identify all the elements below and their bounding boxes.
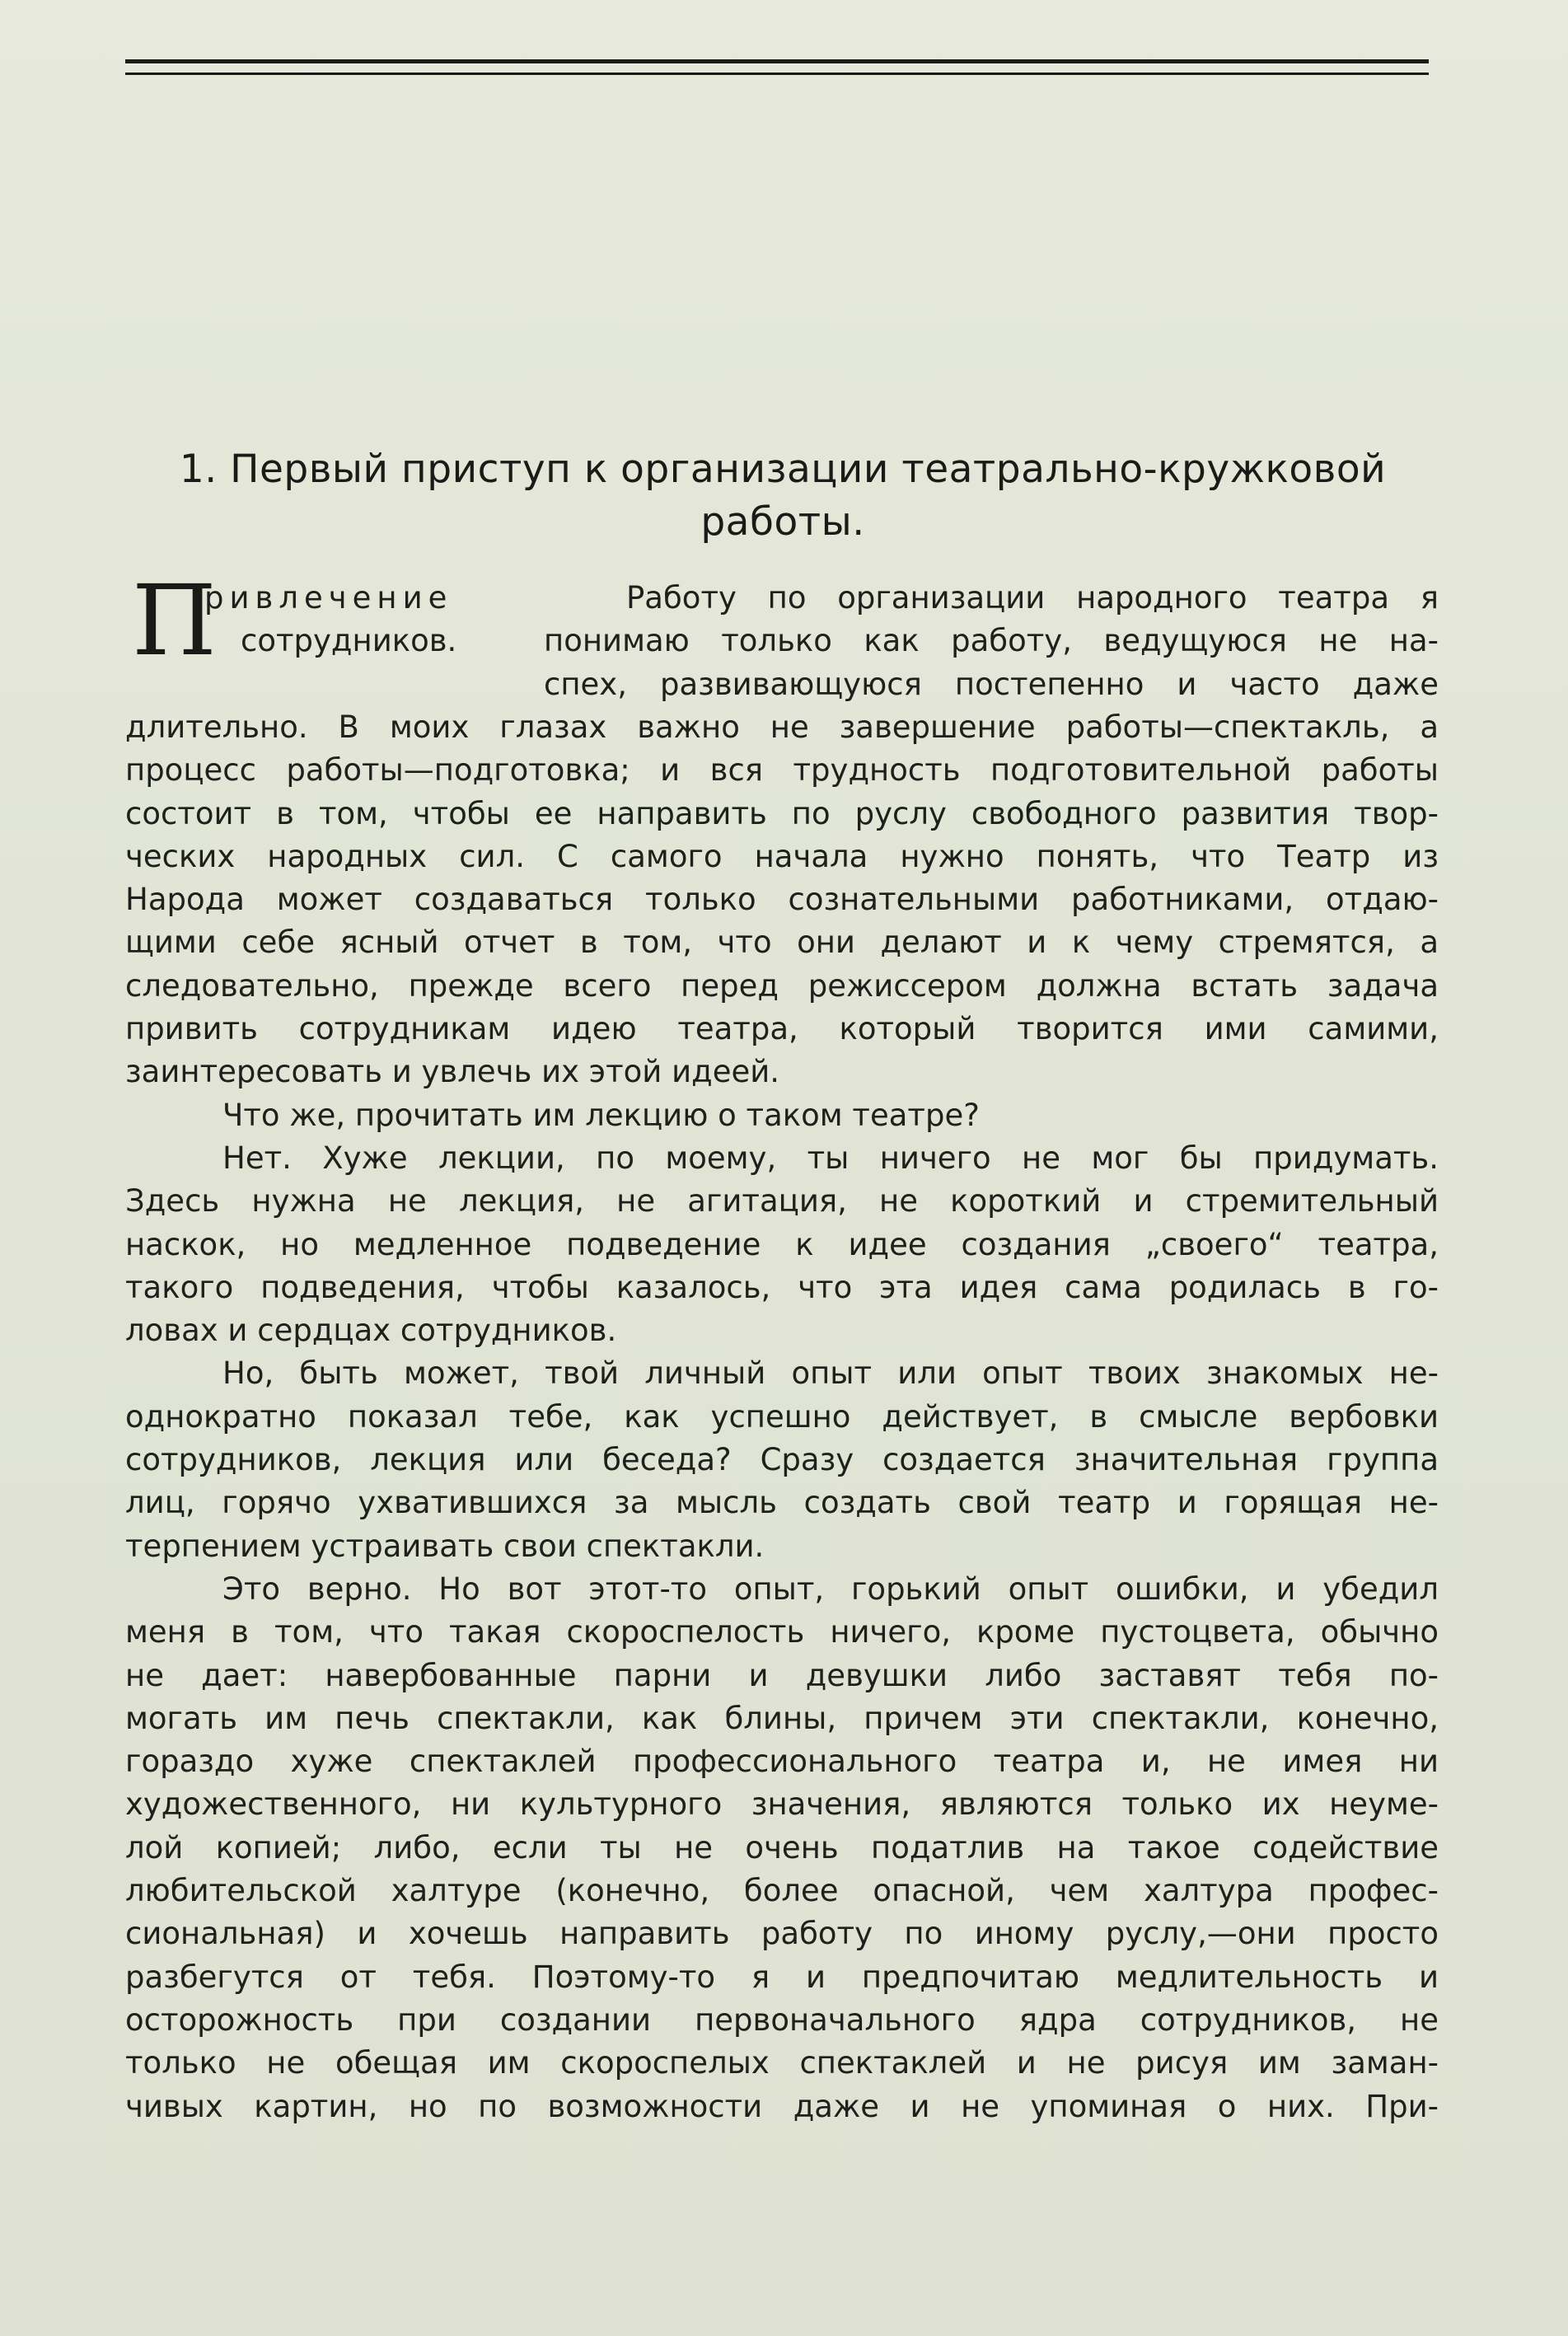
text-line: гораздо хуже спектаклей профессионального театра и, не имея ни (125, 1744, 1439, 1780)
paragraph-3 (125, 1137, 1439, 1352)
paragraph-5 (125, 1568, 1439, 2128)
text-line: чивых картин, но по возможности даже и не упоминая о них. При- (125, 2088, 1439, 2124)
text-line: щими себе ясный отчет в том, что они делают и к чему стремятся, а (125, 925, 1439, 961)
text-line: ческих народных сил. С самого начала нужно понять, что Театр из (125, 838, 1439, 874)
text-line: Работу по организации народного театра я (626, 580, 1439, 616)
text-line: ловах и сердцах сотрудников. (125, 1313, 617, 1349)
text-line: спех, развивающуюся постепенно и часто даже (544, 666, 1439, 702)
side-heading (204, 577, 517, 663)
opening-block (125, 564, 1439, 706)
header-rule-thick (125, 59, 1429, 63)
side-heading-line-1: ривлечение (204, 580, 453, 616)
text-line: осторожность при создании первоначального ядра сотрудников, не (125, 2001, 1439, 2038)
text-line: Но, быть может, твой личный опыт или опыт твоих знакомых не- (222, 1355, 1439, 1392)
text-line: такого подведения, чтобы казалось, что эта идея сама родилась в го- (125, 1269, 1439, 1305)
text-line: терпением устраивать свои спектакли. (125, 1528, 765, 1564)
chapter-title-line-2: работы. (700, 499, 865, 545)
text-line: сиональная) и хочешь направить работу по иному руслу,—они просто (125, 1916, 1439, 1952)
text-line: Это верно. Но вот этот-то опыт, горький опыт ошибки, и убедил (222, 1571, 1439, 1607)
chapter-title (115, 443, 1450, 549)
text-line: сотрудников, лекция или беседа? Сразу создается значительная группа (125, 1442, 1439, 1478)
paragraph-1 (125, 706, 1439, 1094)
text-line: разбегутся от тебя. Поэтому-то я и предпочитаю медлительность и (125, 1959, 1439, 1995)
text-line: меня в том, что такая скороспелость ничего, кроме пустоцвета, обычно (125, 1614, 1439, 1650)
text-line: Народа может создаваться только сознательными работниками, отдаю- (125, 882, 1439, 918)
text-line: художественного, ни культурного значения, являются только их неуме- (125, 1786, 1439, 1823)
text-line: Здесь нужна не лекция, не агитация, не короткий и стремительный (125, 1183, 1439, 1219)
text-line: лиц, горячо ухватившихся за мысль создать свой театр и горящая не- (125, 1485, 1439, 1521)
paragraph-2 (125, 1094, 1439, 1137)
header-rule-thin (125, 73, 1429, 75)
text-line: состоит в том, чтобы ее направить по руслу свободного развития твор- (125, 795, 1439, 831)
text-line: понимаю только как работу, ведущуюся не на- (544, 623, 1439, 659)
text-line: привить сотрудникам идею театра, который творится ими самими, (125, 1011, 1439, 1047)
text-line: однократно показал тебе, как успешно действует, в смысле вербовки (125, 1398, 1439, 1435)
text-line: любительской халтуре (конечно, более опасной, чем халтура профес- (125, 1873, 1439, 1909)
drop-cap: П (132, 564, 217, 677)
text-line: только не обещая им скороспелых спектаклей и не рисуя им заман- (125, 2045, 1439, 2081)
opening-text (544, 577, 1439, 706)
text-line: могать им печь спектакли, как блины, причем эти спектакли, конечно, (125, 1700, 1439, 1736)
side-heading-line-2: сотрудников. (241, 623, 457, 659)
chapter-title-line-1: 1. Первый приступ к организации театрально-кружковой (179, 447, 1387, 492)
body-text (125, 564, 1439, 2128)
text-line: процесс работы—подготовка; и вся трудность подготовительной работы (125, 752, 1439, 789)
paragraph-4 (125, 1352, 1439, 1567)
text-line: Что же, прочитать им лекцию о таком театре? (222, 1097, 980, 1133)
text-line: лой копией; либо, если ты не очень податлив на такое содействие (125, 1829, 1439, 1866)
text-line: длительно. В моих глазах важно не завершение работы—спектакль, а (125, 709, 1439, 745)
text-line: следовательно, прежде всего перед режиссером должна встать задача (125, 967, 1439, 1004)
text-line: не дает: навербованные парни и девушки либо заставят тебя по- (125, 1657, 1439, 1693)
text-line: заинтересовать и увлечь их этой идеей. (125, 1054, 780, 1090)
text-line: Нет. Хуже лекции, по моему, ты ничего не мог бы придумать. (222, 1140, 1439, 1176)
text-line: наскок, но медленное подведение к идее создания „своего“ театра, (125, 1226, 1439, 1262)
